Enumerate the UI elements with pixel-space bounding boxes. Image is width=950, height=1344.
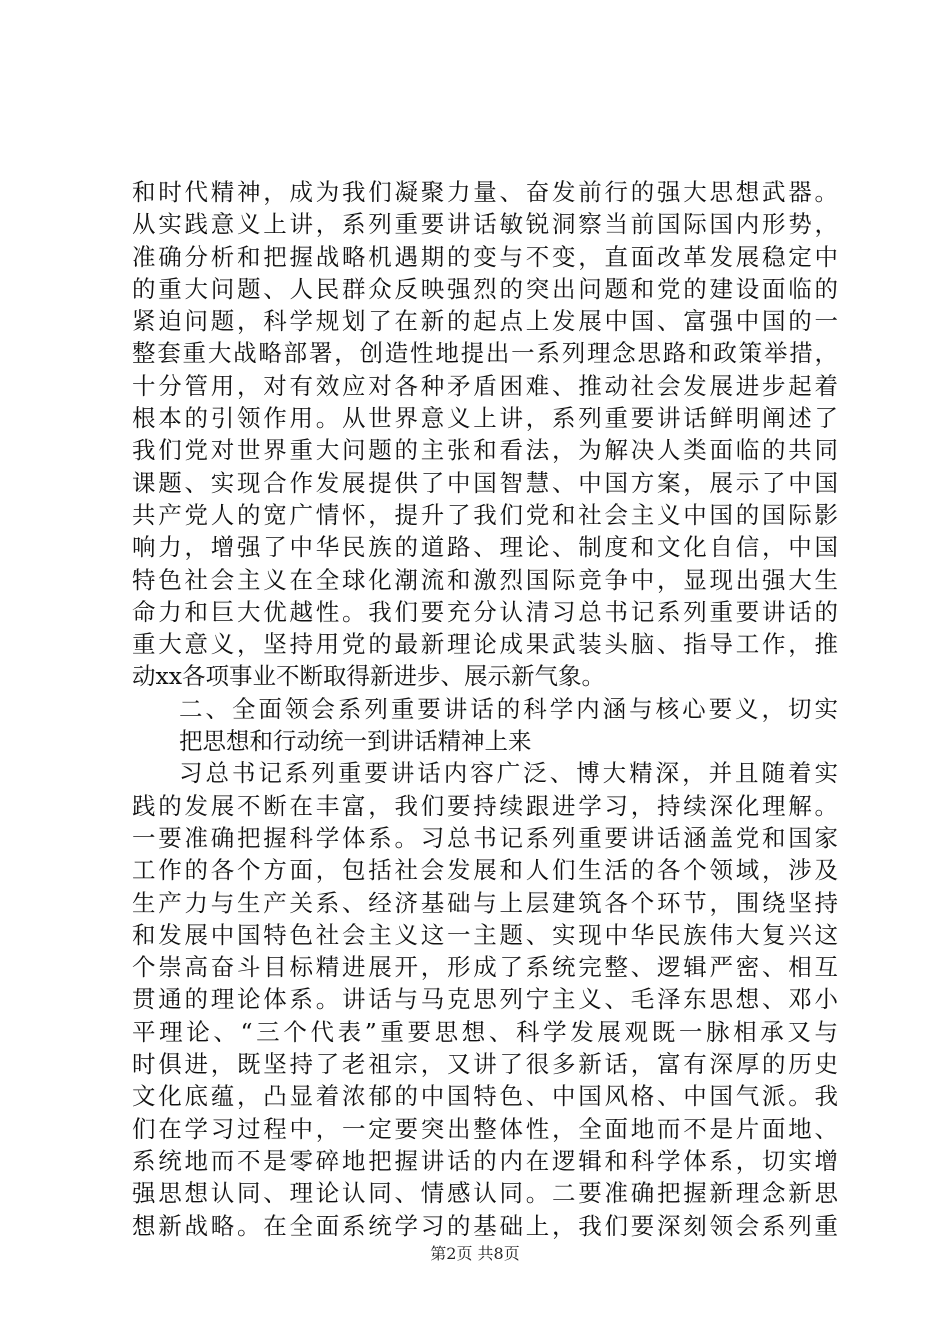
text-line: 工作的各个方面，包括社会发展和人们生活的各个领域，涉及 bbox=[132, 856, 838, 885]
text-line: 重大意义，坚持用党的最新理论成果武装头脑、指导工作，推 bbox=[132, 630, 838, 659]
text-line: 特色社会主义在全球化潮流和激烈国际竞争中，显现出强大生 bbox=[132, 565, 838, 594]
text-line: 我们党对世界重大问题的主张和看法，为解决人类面临的共同 bbox=[132, 436, 838, 465]
text-line: 践的发展不断在丰富，我们要持续跟进学习，持续深化理解。 bbox=[132, 791, 838, 820]
text-line: 平理论、“三个代表”重要思想、科学发展观既一脉相承又与 bbox=[132, 1017, 838, 1046]
text-line: 命力和巨大优越性。我们要充分认清习总书记系列重要讲话的 bbox=[132, 597, 838, 626]
text-line: 准确分析和把握战略机遇期的变与不变，直面改革发展稳定中 bbox=[132, 242, 838, 271]
text-line: 强思想认同、理论认同、情感认同。二要准确把握新理念新思 bbox=[132, 1179, 838, 1208]
text-line: 课题、实现合作发展提供了中国智慧、中国方案，展示了中国 bbox=[132, 468, 838, 497]
text-line: 时俱进，既坚持了老祖宗，又讲了很多新话，富有深厚的历史 bbox=[132, 1050, 838, 1079]
text-line: 系统地而不是零碎地把握讲话的内在逻辑和科学体系，切实增 bbox=[132, 1146, 838, 1175]
document-body bbox=[132, 176, 838, 1242]
section-heading-line: 把思想和行动统一到讲话精神上来 bbox=[179, 727, 532, 756]
text-line: 整套重大战略部署，创造性地提出一系列理念思路和政策举措， bbox=[132, 339, 838, 368]
text-line: 们在学习过程中，一定要突出整体性，全面地而不是片面地、 bbox=[132, 1114, 838, 1143]
text-line: 的重大问题、人民群众反映强烈的突出问题和党的建设面临的 bbox=[132, 274, 838, 303]
text-line: 十分管用，对有效应对各种矛盾困难、推动社会发展进步起着 bbox=[132, 371, 838, 400]
text-line: 和时代精神，成为我们凝聚力量、奋发前行的强大思想武器。 bbox=[132, 178, 838, 206]
text-line: 紧迫问题，科学规划了在新的起点上发展中国、富强中国的一 bbox=[132, 307, 838, 336]
text-line: 生产力与生产关系、经济基础与上层建筑各个环节，围绕坚持 bbox=[132, 888, 838, 917]
page-number-footer: 第2页 共8页 bbox=[430, 1244, 520, 1263]
section-heading-line: 二、全面领会系列重要讲话的科学内涵与核心要义，切实 bbox=[179, 694, 838, 723]
text-line: 习总书记系列重要讲话内容广泛、博大精深，并且随着实 bbox=[179, 759, 838, 788]
text-line: 个崇高奋斗目标精进展开，形成了系统完整、逻辑严密、相互 bbox=[132, 953, 838, 982]
text-line: 响力，增强了中华民族的道路、理论、制度和文化自信，中国 bbox=[132, 533, 838, 562]
text-line: 共产党人的宽广情怀，提升了我们党和社会主义中国的国际影 bbox=[132, 500, 838, 529]
text-line: 想新战略。在全面系统学习的基础上，我们要深刻领会系列重 bbox=[132, 1211, 838, 1240]
text-line: 文化底蕴，凸显着浓郁的中国特色、中国风格、中国气派。我 bbox=[132, 1082, 838, 1111]
text-line: 和发展中国特色社会主义这一主题、实现中华民族伟大复兴这 bbox=[132, 920, 838, 949]
text-line: 动xx各项事业不断取得新进步、展示新气象。 bbox=[132, 662, 606, 691]
text-line: 根本的引领作用。从世界意义上讲，系列重要讲话鲜明阐述了 bbox=[132, 404, 838, 433]
text-line: 一要准确把握科学体系。习总书记系列重要讲话涵盖党和国家 bbox=[132, 823, 838, 852]
text-line: 贯通的理论体系。讲话与马克思列宁主义、毛泽东思想、邓小 bbox=[132, 985, 838, 1014]
text-line: 从实践意义上讲，系列重要讲话敏锐洞察当前国际国内形势， bbox=[132, 210, 838, 239]
